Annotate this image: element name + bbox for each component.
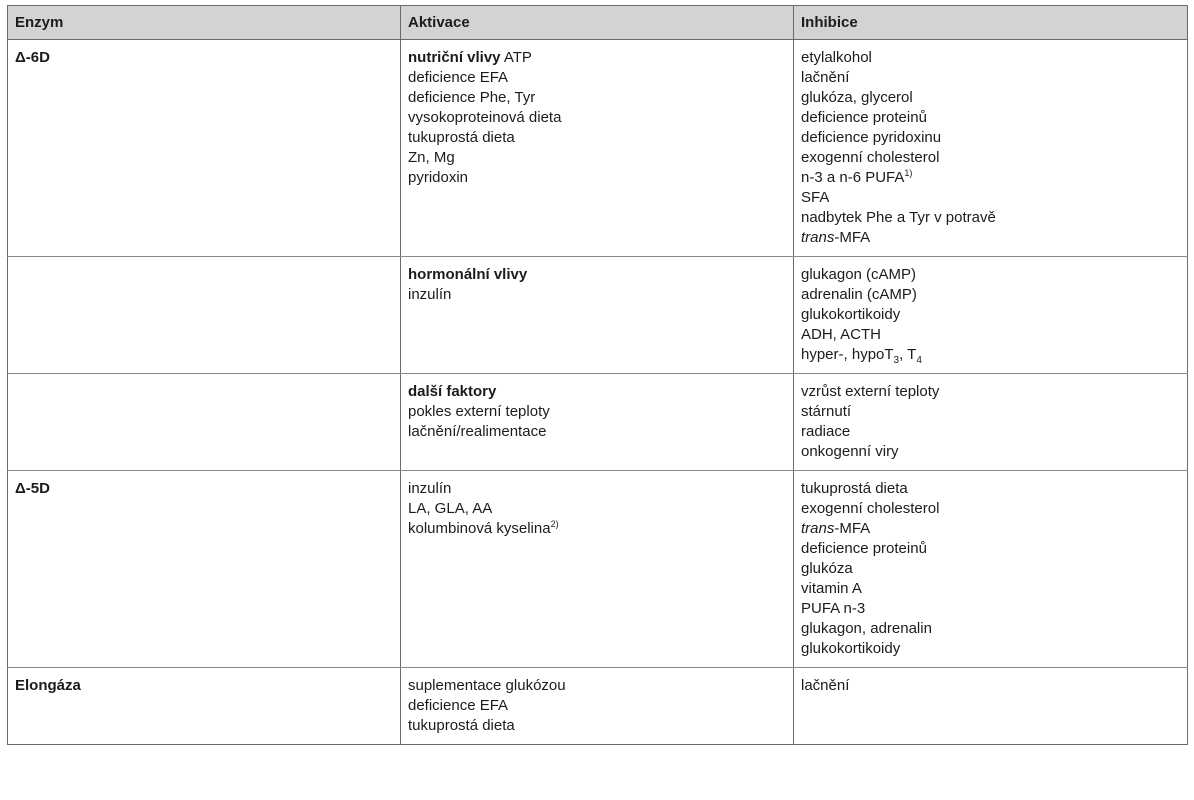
kolumb-text: kolumbinová kyselina (408, 520, 551, 537)
list-item: suplementace glukózou (408, 677, 566, 694)
list-item: tukuprostá dieta (801, 480, 908, 497)
list-item: lačnění (801, 69, 850, 86)
list-item: lačnění (801, 677, 850, 694)
enzyme-name: Δ-6D (15, 49, 50, 66)
list-item (801, 519, 1187, 539)
list-item: lačnění/realimentace (408, 423, 547, 440)
table-row (8, 668, 1188, 745)
hypo-sub-4: 4 (916, 355, 922, 366)
hypo-prefix: hyper-, hypoT (801, 346, 894, 363)
list-item: onkogenní viry (801, 443, 899, 460)
inhibition-cell (794, 257, 1188, 374)
enzyme-cell (8, 257, 401, 374)
list-item: deficience proteinů (801, 540, 927, 557)
table-row (8, 257, 1188, 374)
activation-cell (401, 40, 794, 257)
header-enzyme: Enzym (8, 6, 401, 40)
trans-italic: trans (801, 229, 835, 246)
list-item: vzrůst externí teploty (801, 383, 940, 400)
list-item: adrenalin (cAMP) (801, 286, 917, 303)
inhibition-cell (794, 471, 1188, 668)
list-item: ADH, ACTH (801, 326, 882, 343)
activation-cell (401, 374, 794, 471)
list-item: glukagon, adrenalin (801, 620, 932, 637)
inhibition-cell (794, 668, 1188, 745)
enzyme-cell (8, 668, 401, 745)
list-item: stárnutí (801, 403, 852, 420)
table-row (8, 40, 1188, 257)
activation-heading-rest: ATP (500, 49, 532, 66)
enzyme-name: Elongáza (15, 677, 81, 694)
list-item: vitamin A (801, 580, 862, 597)
header-inhibition: Inhibice (794, 6, 1188, 40)
list-item: inzulín (408, 480, 452, 497)
footnote-ref: 1) (904, 168, 913, 178)
list-item: deficience EFA (408, 69, 509, 86)
list-item: tukuprostá dieta (408, 717, 515, 734)
list-item: nadbytek Phe a Tyr v potravě (801, 209, 996, 226)
list-item: vysokoproteinová dieta (408, 109, 562, 126)
enzyme-name: Δ-5D (15, 480, 50, 497)
list-item: etylalkohol (801, 49, 872, 66)
table-row (8, 374, 1188, 471)
pufa-text: n-3 a n-6 PUFA (801, 169, 905, 186)
enzyme-cell (8, 471, 401, 668)
activation-cell (401, 668, 794, 745)
activation-heading: nutriční vlivy (408, 49, 501, 66)
list-item: glukóza (801, 560, 853, 577)
list-item: glukokortikoidy (801, 306, 901, 323)
enzyme-cell (8, 374, 401, 471)
list-item: glukagon (cAMP) (801, 266, 917, 283)
list-item: pokles externí teploty (408, 403, 550, 420)
list-item: exogenní cholesterol (801, 500, 940, 517)
header-row (8, 6, 1188, 40)
hypo-sub-3: 3 (893, 355, 900, 366)
trans-italic: trans (801, 520, 835, 537)
list-item: deficience EFA (408, 697, 509, 714)
activation-heading-line (408, 48, 793, 68)
list-item: tukuprostá dieta (408, 129, 515, 146)
activation-heading: další faktory (408, 383, 497, 400)
list-item: pyridoxin (408, 169, 469, 186)
list-item (801, 345, 1187, 365)
trans-rest: -MFA (834, 520, 871, 537)
list-item: SFA (801, 189, 830, 206)
list-item (801, 168, 1187, 188)
trans-rest: -MFA (834, 229, 871, 246)
list-item: LA, GLA, AA (408, 500, 493, 517)
enzyme-cell (8, 40, 401, 257)
hypo-mid: , T (899, 346, 917, 363)
inhibition-cell (794, 374, 1188, 471)
list-item: glukokortikoidy (801, 640, 901, 657)
list-item (408, 519, 793, 539)
header-activation: Aktivace (401, 6, 794, 40)
list-item: deficience Phe, Tyr (408, 89, 536, 106)
enzyme-regulation-table (7, 5, 1188, 745)
list-item: deficience pyridoxinu (801, 129, 942, 146)
list-item: deficience proteinů (801, 109, 927, 126)
list-item: Zn, Mg (408, 149, 455, 166)
footnote-ref: 2) (550, 519, 559, 529)
list-item (801, 228, 1187, 248)
list-item: radiace (801, 423, 851, 440)
activation-heading: hormonální vlivy (408, 266, 528, 283)
list-item: PUFA n-3 (801, 600, 866, 617)
list-item: exogenní cholesterol (801, 149, 940, 166)
activation-cell (401, 257, 794, 374)
table-row (8, 471, 1188, 668)
list-item: inzulín (408, 286, 452, 303)
list-item: glukóza, glycerol (801, 89, 913, 106)
inhibition-cell (794, 40, 1188, 257)
activation-cell (401, 471, 794, 668)
